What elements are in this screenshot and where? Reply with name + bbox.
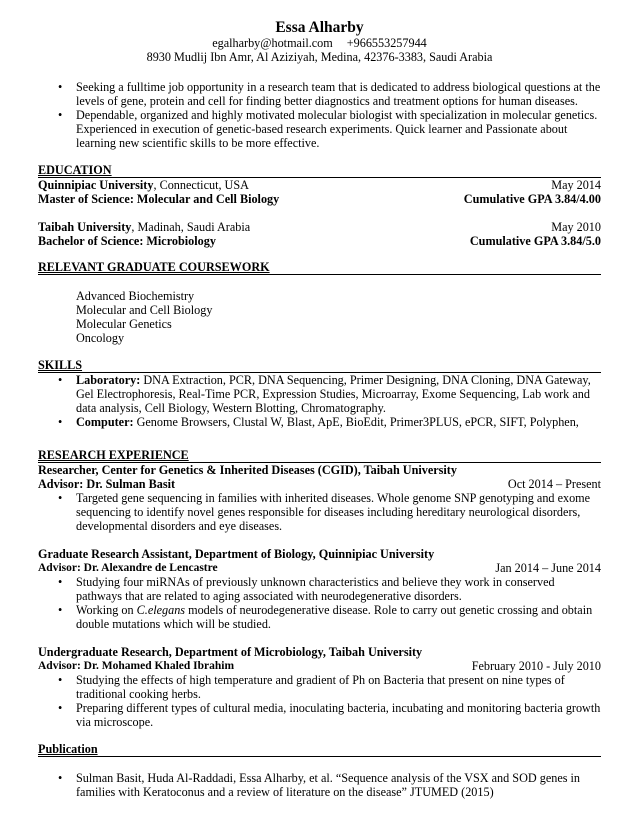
course-item: Molecular and Cell Biology	[76, 303, 213, 317]
publication-list	[38, 771, 601, 799]
school-name: Quinnipiac University	[38, 178, 154, 192]
email-text: egalharby@hotmail.com	[212, 36, 333, 50]
position-title: Researcher, Center for Genetics & Inherited Diseases (CGID), Taibah University	[38, 463, 457, 477]
objective-list	[38, 80, 601, 150]
coursework-heading: RELEVANT GRADUATE COURSEWORK	[38, 261, 601, 275]
objective-item: • Seeking a fulltime job opportunity in a research team that is dedicated to address biological questions at the levels of gene, protein and cell for finding better diagnostics and treatment options for human diseases.	[38, 80, 601, 108]
research-heading: RESEARCH EXPERIENCE	[38, 449, 601, 463]
contact-line	[38, 36, 601, 50]
position-bullet: • Working on C.elegans models of neurodegenerative disease. Role to carry out genetic crossing and obtain double mutations which will be studied.	[38, 603, 601, 631]
position-bullet: • Studying four miRNAs of previously unknown characteristics and believe they work in conserved pathways that are related to aging associated with neurodegenerative disorders.	[38, 575, 601, 603]
skill-text: Genome Browsers, Clustal W, Blast, ApE, BioEdit, Primer3PLUS, ePCR, SIFT, Polyphen,	[133, 415, 579, 429]
gpa-text: Cumulative GPA 3.84/5.0	[469, 234, 601, 248]
publication-item: • Sulman Basit, Huda Al-Raddadi, Essa Alharby, et al. “Sequence analysis of the VSX and SOD genes in families with Keratoconus and a review of literature on the disease” JTUMED (2015)	[38, 771, 601, 799]
advisor-name: Advisor: Dr. Sulman Basit	[38, 477, 176, 491]
graduation-date: May 2014	[551, 178, 601, 192]
resume-page	[38, 19, 601, 799]
research-position	[38, 547, 601, 631]
position-bullet: • Studying the effects of high temperature and gradient of Ph on Bacteria that present on nine types of traditional cooking herbs.	[38, 673, 601, 701]
candidate-name: Essa Alharby	[275, 19, 364, 36]
position-date: Jan 2014 – June 2014	[495, 561, 601, 575]
gpa-text: Cumulative GPA 3.84/4.00	[463, 192, 601, 206]
education-entry	[38, 178, 601, 206]
objective-item: • Dependable, organized and highly motivated molecular biologist with specialization in molecular genetics. Experienced in execution of genetic-based research experiments. Quick learner and Passionate about learning new scientific skills to be more effective.	[38, 108, 601, 150]
position-title: Graduate Research Assistant, Department of Biology, Quinnipiac University	[38, 547, 435, 561]
course-item: Advanced Biochemistry	[76, 289, 195, 303]
phone-text: +966553257944	[346, 36, 427, 50]
school-location: , Connecticut, USA	[153, 178, 249, 192]
resume-header	[38, 19, 601, 64]
school-location: , Madinah, Saudi Arabia	[131, 220, 251, 234]
advisor-name: Advisor: Dr. Mohamed Khaled Ibrahim	[38, 660, 235, 672]
species-name: C.elegans	[136, 603, 186, 617]
publication-heading: Publication	[38, 743, 601, 757]
coursework-list	[38, 289, 601, 345]
research-position	[38, 645, 601, 729]
skills-heading: SKILLS	[38, 359, 601, 373]
address-text: 8930 Mudlij Ibn Amr, Al Aziziyah, Medina, 42376-3383, Saudi Arabia	[146, 50, 493, 64]
degree-name: Master of Science: Molecular and Cell Biology	[38, 192, 280, 206]
position-date: February 2010 - July 2010	[471, 659, 601, 673]
degree-name: Bachelor of Science: Microbiology	[38, 234, 216, 248]
position-date: Oct 2014 – Present	[507, 477, 601, 491]
education-entry	[38, 220, 601, 248]
research-position	[38, 463, 601, 533]
skill-text: DNA Extraction, PCR, DNA Sequencing, Primer Designing, DNA Cloning, DNA Gateway, Gel Electrophoresis, Real-Time PCR, Expression Studies, Microarray, Exome Sequencing, Lab work and data analysis, Cell Biology, Western Blotting, Chromatography.	[76, 373, 591, 415]
skills-list	[38, 373, 601, 429]
position-bullet: • Preparing different types of cultural media, inoculating bacteria, incubating and monitoring bacteria growth via microscope.	[38, 701, 601, 729]
skill-label: Laboratory:	[76, 373, 141, 387]
skill-label: Computer:	[76, 415, 134, 429]
education-heading: EDUCATION	[38, 164, 601, 178]
position-bullet: • Targeted gene sequencing in families with inherited diseases. Whole genome SNP genotyping and exome sequencing to identify novel genes responsible for diseases including hereditary neurological disorders, developmental disorders and eye diseases.	[38, 491, 601, 533]
advisor-name: Advisor: Dr. Alexandre de Lencastre	[38, 562, 218, 574]
course-item: Molecular Genetics	[76, 317, 172, 331]
course-item: Oncology	[76, 331, 125, 345]
skill-item	[38, 373, 601, 415]
position-title: Undergraduate Research, Department of Microbiology, Taibah University	[38, 645, 423, 659]
skill-item	[38, 415, 601, 429]
school-name: Taibah University	[38, 220, 132, 234]
graduation-date: May 2010	[551, 220, 601, 234]
